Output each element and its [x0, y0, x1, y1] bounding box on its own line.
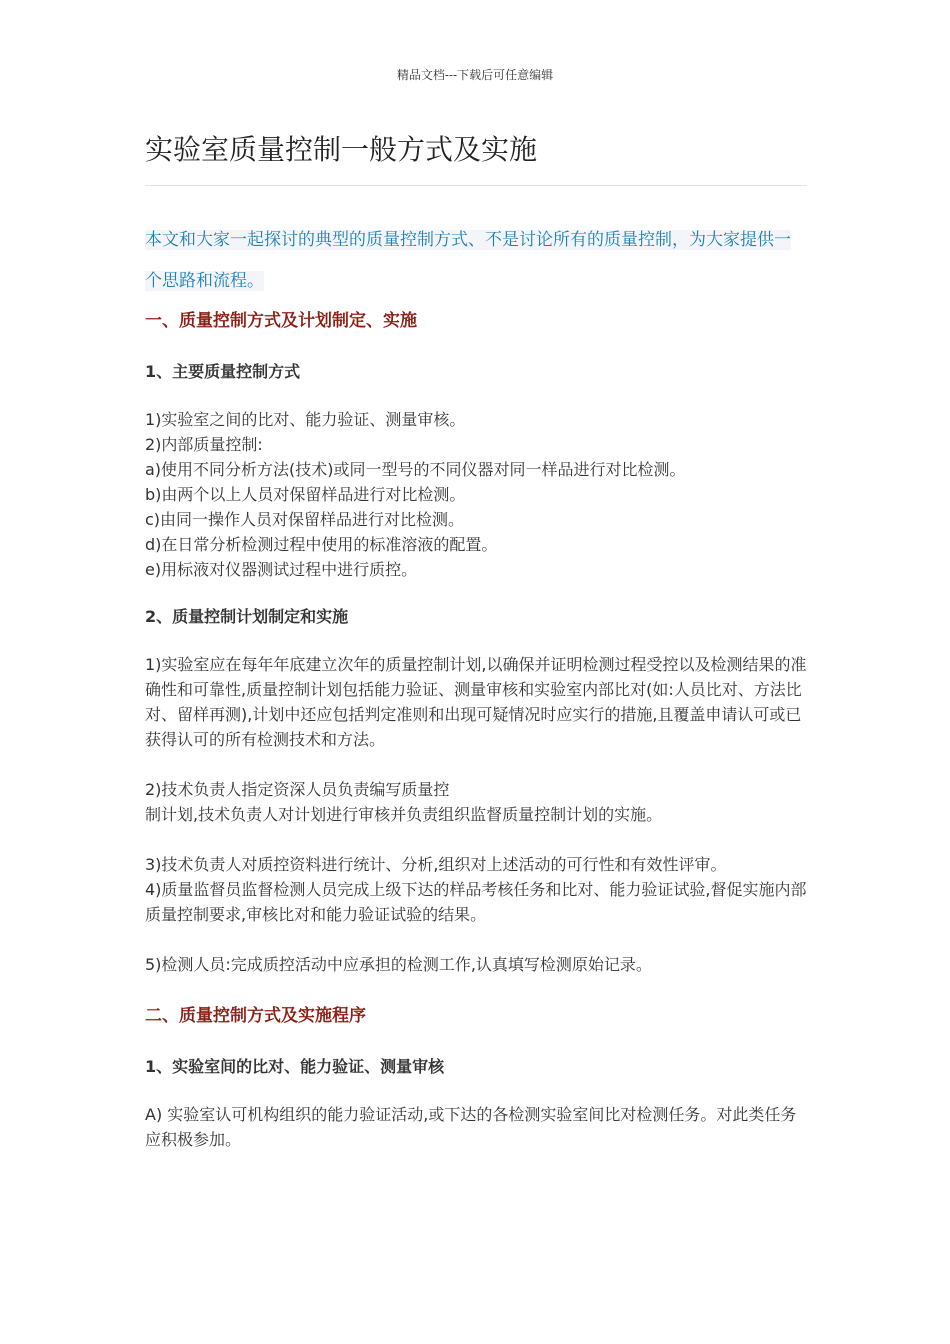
page-title: 实验室质量控制一般方式及实施: [145, 133, 538, 166]
paragraph: 5)检测人员:完成质控活动中应承担的检测工作,认真填写检测原始记录。: [145, 955, 652, 974]
document-body: [145, 128, 807, 1152]
sub-heading-2-1: 1、实验室间的比对、能力验证、测量审核: [145, 1057, 445, 1076]
paragraph: 1)实验室应在每年年底建立次年的质量控制计划,以确保并证明检测过程受控以及检测结果的准确性和可靠性,质量控制计划包括能力验证、测量审核和实验室内部比对(如:人员比对、方法比对、留样再测),计划中还应包括判定准则和出现可疑情况时应实行的措施,且覆盖申请认可或已获得认可的所有检测技术和方法。: [145, 655, 807, 749]
paragraph-line: 2)技术负责人指定资深人员负责编写质量控: [145, 780, 450, 799]
method-list: [145, 407, 807, 582]
paragraph: 3)技术负责人对质控资料进行统计、分析,组织对上述活动的可行性和有效性评审。: [145, 855, 727, 874]
title-divider: [145, 185, 807, 186]
list-item: c)由同一操作人员对保留样品进行对比检测。: [145, 510, 465, 529]
list-item: a)使用不同分析方法(技术)或同一型号的不同仪器对同一样品进行对比检测。: [145, 460, 686, 479]
intro-text: 本文和大家一起探讨的典型的质量控制方式、不是讨论所有的质量控制，为大家提供一个思路和流程。: [145, 230, 791, 291]
list-item: e)用标液对仪器测试过程中进行质控。: [145, 560, 418, 579]
header-note: 精品文档---下载后可任意编辑: [396, 68, 554, 82]
paragraph: A) 实验室认可机构组织的能力验证活动,或下达的各检测实验室间比对检测任务。对此类任务应积极参加。: [145, 1105, 797, 1149]
list-item: b)由两个以上人员对保留样品进行对比检测。: [145, 485, 466, 504]
paragraph: 4)质量监督员监督检测人员完成上级下达的样品考核任务和比对、能力验证试验,督促实施内部质量控制要求,审核比对和能力验证试验的结果。: [145, 880, 807, 924]
intro-paragraph: [145, 220, 807, 302]
list-item: 2)内部质量控制:: [145, 435, 263, 454]
section-heading-2: 二、质量控制方式及实施程序: [145, 1006, 366, 1026]
sub-heading-1-1: 1、主要质量控制方式: [145, 362, 301, 381]
list-item: d)在日常分析检测过程中使用的标准溶液的配置。: [145, 535, 498, 554]
sub-heading-1-2: 2、质量控制计划制定和实施: [145, 607, 349, 626]
paragraph-line: 制计划,技术负责人对计划进行审核并负责组织监督质量控制计划的实施。: [145, 805, 663, 824]
list-item: 1)实验室之间的比对、能力验证、测量审核。: [145, 410, 466, 429]
paragraph: [145, 777, 807, 827]
section-heading-1: 一、质量控制方式及计划制定、实施: [145, 311, 417, 331]
